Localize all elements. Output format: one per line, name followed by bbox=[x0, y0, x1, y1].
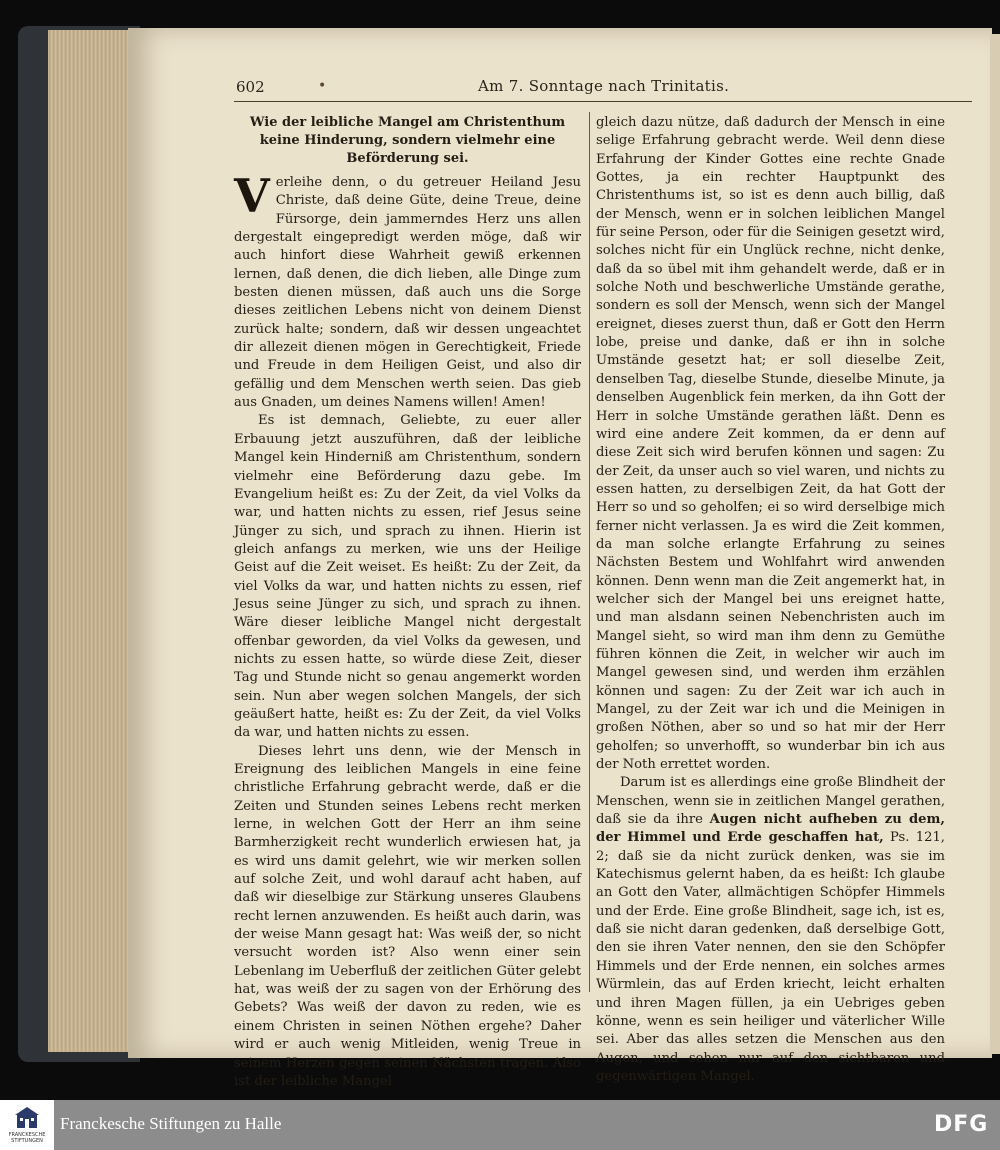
page-number: 602 bbox=[236, 78, 265, 96]
header-rule bbox=[234, 101, 972, 102]
bold-quotation: Augen nicht aufheben zu dem, der Himmel und Erde geschaffen hat, bbox=[596, 812, 945, 846]
section-title: Wie der leibliche Mangel am Christenthum keine Hinderung, sondern vielmehr eine Beförderung sei. bbox=[249, 115, 566, 166]
dfg-logo[interactable]: DFG bbox=[934, 1112, 989, 1137]
body-paragraph-blindheit bbox=[596, 774, 945, 1086]
left-column bbox=[234, 114, 581, 1091]
body-paragraph: Dieses lehrt uns denn, wie der Mensch in Ereignung des leiblichen Mangels in eine feine christliche Erfahrung gebracht werde, daß er die Zeiten und Stunden seines Lebens recht merken lerne, in welchen Gott der Herr an ihm seine Barmherzigkeit recht wunderlich erwiesen hat, ja es wird uns damit gelehrt, wie wir merken sollen auf solche Zeit, und wohl darauf acht haben, auf daß wir dieselbige zur Stärkung unseres Glaubens recht lernen anzuwenden. Es heißt auch darin, was der weise Mann gesagt hat: Was weiß der, so nicht versucht worden ist? Also wenn einer sein Lebenlang im Ueberfluß der zeitlichen Güter gelebt hat, was weiß der zu sagen von der Erhörung des Gebets? Was weiß der davon zu reden, wie es einem Christen in seinen Nöthen ergehe? Daher wird er auch wenig Mitleiden, wenig Treue in seinem Herzen gegen seinen Nächsten tragen. Also ist der leibliche Mangel bbox=[234, 743, 581, 1089]
page-right-edge bbox=[990, 34, 1000, 1054]
running-head: Am 7. Sonntage nach Trinitatis. bbox=[478, 77, 730, 95]
paragraph-text: Darum ist es allerdings eine große Blindheit der Menschen, wenn sie in zeitlichen Mangel gerathen, daß sie da ihre bbox=[596, 775, 945, 828]
body-paragraph: gleich dazu nütze, daß dadurch der Mensch in eine selige Erfahrung gebracht werde. Weil denn diese Erfahrung der Kinder Gottes eine rechte Gnade Gottes, ja ein rechter Hauptpunkt des Christenthums ist, so ist es denn auch billig, daß der Mensch, wenn er in solchen leiblichen Mangel für seine Person, oder für die Seinigen gesetzt wird, solches nicht für ein Unglück rechne, nicht denke, daß da so übel mit ihm gehandelt werde, daß er in solche Noth und beschwerliche Umstände gerathe, sondern es soll der Mensch, wenn sich der Mangel ereignet, dieses zuerst thun, daß er Gott den Herrn lobe, preise und danke, daß er ihn in solche Umstände gesetzt hat; er soll dieselbe Zeit, denselben Tag, dieselbe Stunde, dieselbe Minute, ja denselben Augenblick fein merken, da ihn Gott der Herr in solche Umstände gerathen läßt. Denn es wird eine andere Zeit kommen, da er denn auf diese Zeit sich wird berufen können und sagen: Zu der Zeit, da unser auch so viel waren, und nichts zu essen hatten, zu derselbigen Zeit, da hat Gott der Herr so und so geholfen; ei so wird derselbige mich ferner nicht verlassen. Ja es wird die Zeit kommen, da man solche erlangte Erfahrung zu seines Nächsten Bestem und Wohlfahrt wird anwenden können. Denn wenn man die Zeit angemerkt hat, in welcher sich der Mangel bei uns ereignet hatte, und man alsdann seinen Nebenchristen auch im Mangel sieht, so wird man ihm denn zu Gemüthe führen können die Zeit, in welcher wir auch im Mangel gewesen sind, und werden ihm erzählen können und sagen: Zu der Zeit war ich auch in Mangel, zu der Zeit war ich und die Meinigen in großen Nöthen, aber so und so hat mir der Herr geholfen; so unverhofft, so wunderbar bin ich aus der Noth errettet worden. bbox=[596, 115, 945, 773]
drop-capital: V bbox=[234, 169, 270, 223]
body-paragraph: Es ist demnach, Geliebte, zu euer aller Erbauung jetzt auszuführen, daß der leibliche Mangel kein Hinderniß am Christenthum, sondern vielmehr eine Beförderung dazu gebe. Im Evangelium heißt es: Zu der Zeit, da viel Volks da war, und hatten nichts zu essen, rief Jesus seine Jünger zu sich, und sprach zu ihnen. Hierin ist gleich anfangs zu merken, wie uns der Heilige Geist auf die Zeit weiset. Es heißt: Zu der Zeit, da viel Volks da war, und hatten nichts zu essen, rief Jesus seine Jünger zu sich, und sprach zu ihnen. Wäre dieser leibliche Mangel nicht dergestalt offenbar geworden, da viel Volks da gewesen, und nichts zu essen hatte, so würde diese Zeit, dieser Tag und Stunde nicht so genau angemerkt worden sein. Nun aber wegen solchen Mangels, der sich geäußert hatte, heißt es: Zu der Zeit, da viel Volks da war, und hatten nichts zu essen. bbox=[234, 413, 581, 741]
column-divider bbox=[589, 112, 590, 992]
opening-prayer bbox=[234, 169, 581, 412]
paragraph-text: Ps. 121, 2; daß sie da nicht zurück denken, was sie im Katechismus gelernt haben, da es heißt: Ich glaube an Gott den Vater, allmächtigen Schöpfer Himmels und der Erde. Eine große Blindheit, sage ich, ist es, daß sie nicht daran gedenken, daß derselbige Gott, den sie ihren Vater nennen, den sie den Schöpfer Himmels und der Erde nennen, ein solches armes Würmlein, das auf Erden kriecht, leicht erhalten und ihren Magen füllen, ja ein Uebriges geben könne, wenn es sein heiliger und väterlicher Wille sei. Aber das alles setzen die Menschen aus den Augen, und sehen nur auf den sichtbaren und gegenwärtigen Mangel. bbox=[596, 830, 945, 1084]
institution-name[interactable]: Franckesche Stiftungen zu Halle bbox=[60, 1114, 282, 1133]
institution-logo[interactable] bbox=[0, 1100, 54, 1150]
right-column bbox=[596, 114, 945, 1086]
building-icon bbox=[13, 1106, 41, 1130]
header-dot: • bbox=[318, 78, 327, 94]
footer-bar bbox=[0, 1100, 1000, 1150]
opening-prayer-text: erleihe denn, o du getreuer Heiland Jesu Christe, daß deine Güte, deine Treue, deine Fürsorge, dein jammerndes Herz uns allen dergestalt eingepredigt werden möge, daß wir auch hinfort diese Wahrheit gewiß erkennen lernen, daß denen, die dich lieben, alle Dinge zum besten dienen müssen, daß auch uns die Sorge dieses zeitlichen Lebens nicht von deinem Dienst zurück halte; sondern, daß wir dessen ungeachtet dir allezeit dienen mögen in Gerechtigkeit, Friede und Freude in dem Heiligen Geist, und also dir gefällig und dem Menschen werth seien. Das gieb aus Gnaden, um deines Namens willen! Amen! bbox=[234, 175, 581, 411]
logo-text: FRANCKESCHE STIFTUNGEN bbox=[8, 1132, 46, 1144]
